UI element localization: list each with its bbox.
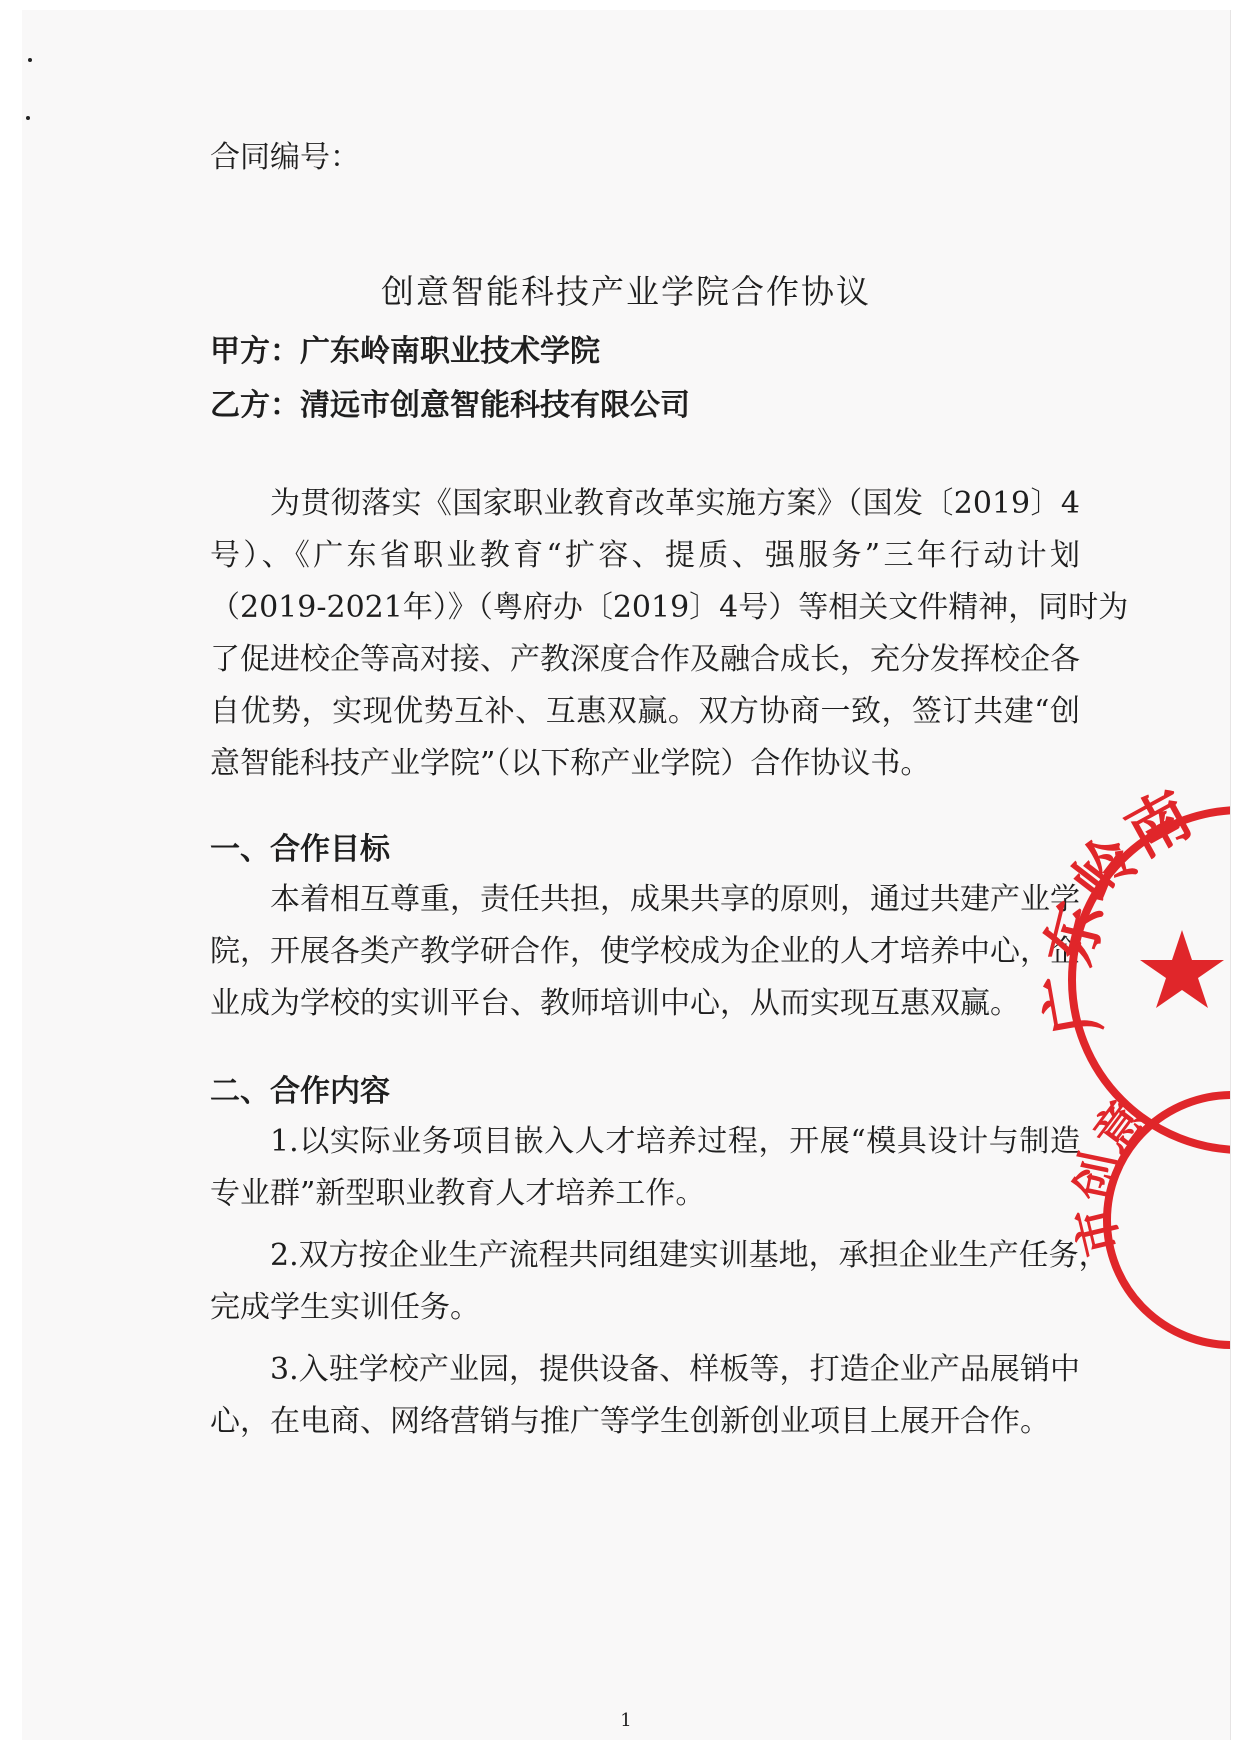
intro-line: 了促进校企等高对接、产教深度合作及融合成长，充分发挥校企各 [210,642,1080,677]
seal-text: 广东岭南 [1031,777,1204,1041]
section-line: 本着相互尊重，责任共担，成果共享的原则，通过共建产业学 [270,882,1080,917]
party-a: 甲方：广东岭南职业技术学院 [210,334,600,369]
seal-stamp-company [1062,1050,1231,1350]
document-title: 创意智能科技产业学院合作协议 [381,272,871,311]
page-number: 1 [620,1710,632,1731]
section-line: 业成为学校的实训平台、教师培训中心，从而实现互惠双赢。 [210,986,1020,1021]
contract-number-label: 合同编号： [210,140,360,175]
seal-text: 市创意 [1065,1090,1157,1261]
intro-line: 号）、《广东省职业教育“扩容、提质、强服务”三年行动计划 [210,538,1080,573]
intro-line: 为贯彻落实《国家职业教育改革实施方案》（国发〔2019〕4 [270,486,1080,521]
section-line: 院，开展各类产教学研合作，使学校成为企业的人才培养中心，企 [210,934,1080,969]
intro-line: 意智能科技产业学院”（以下称产业学院）合作协议书。 [210,746,931,781]
list-item-line: 完成学生实训任务。 [210,1290,480,1325]
list-item-line: 专业群”新型职业教育人才培养工作。 [210,1176,706,1211]
section-heading: 二、合作内容 [210,1074,390,1109]
list-item-line: 心，在电商、网络营销与推广等学生创新创业项目上展开合作。 [210,1404,1050,1439]
scan-speck [26,116,30,120]
section-heading: 一、合作目标 [210,832,390,867]
document-page [22,10,1231,1740]
intro-line: （2019-2021年）》（粤府办〔2019〕4号）等相关文件精神，同时为 [210,590,1129,625]
list-item-line: 3.入驻学校产业园，提供设备、样板等，打造企业产品展销中 [270,1352,1080,1387]
list-item-line: 2.双方按企业生产流程共同组建实训基地，承担企业生产任务， [270,1238,1109,1273]
seal-star-icon [1140,930,1224,1008]
list-item-line: 1.以实际业务项目嵌入人才培养过程，开展“模具设计与制造 [270,1124,1080,1159]
intro-line: 自优势，实现优势互补、互惠双赢。双方协商一致，签订共建“创 [210,694,1080,729]
party-b: 乙方：清远市创意智能科技有限公司 [210,388,690,423]
scan-speck [28,58,32,62]
